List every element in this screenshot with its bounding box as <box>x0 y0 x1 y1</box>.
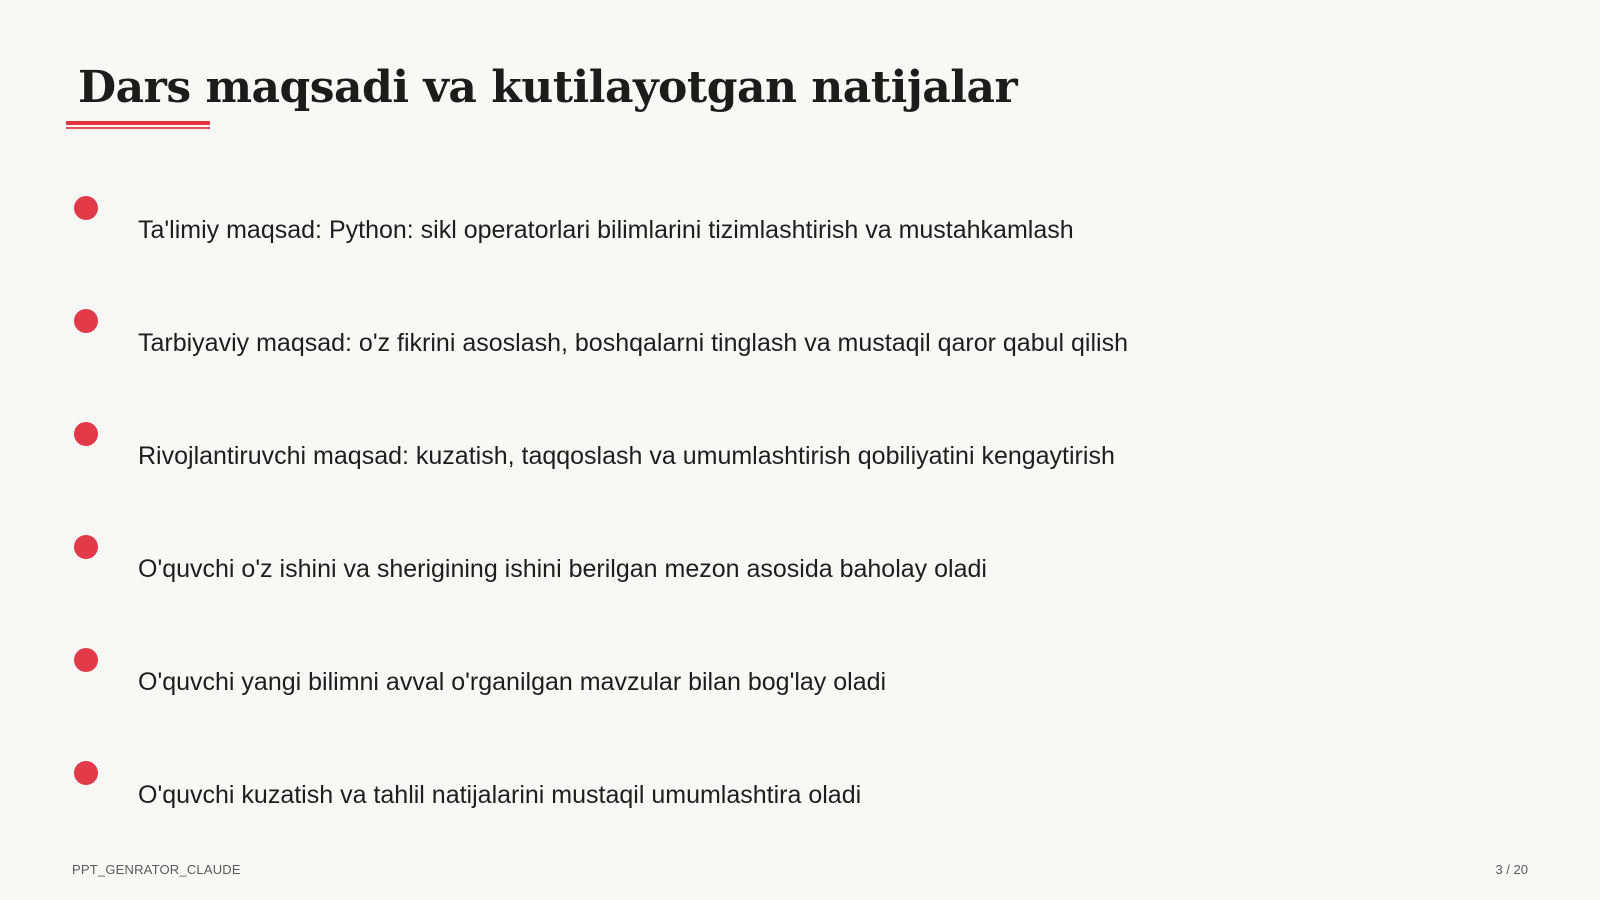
bullet-text: Rivojlantiruvchi maqsad: kuzatish, taqqoslash va umumlashtirish qobiliyatini kengaytirish <box>138 442 1115 470</box>
bullet-text: O'quvchi yangi bilimni avval o'rganilgan mavzular bilan bog'lay oladi <box>138 668 887 696</box>
bullet-text: Ta'limiy maqsad: Python: sikl operatorlari bilimlarini tizimlashtirish va mustahkamlash <box>138 216 1074 244</box>
bullet-dot-icon <box>74 761 98 785</box>
bullet-item <box>0 422 1600 502</box>
bullet-item <box>0 196 1600 276</box>
bullet-text: O'quvchi o'z ishini va sherigining ishini berilgan mezon asosida baholay oladi <box>138 555 987 583</box>
bullet-item <box>0 309 1600 389</box>
footer-source-label: PPT_GENRATOR_CLAUDE <box>72 862 241 877</box>
page-indicator: 3 / 20 <box>1495 862 1528 877</box>
bullet-dot-icon <box>74 309 98 333</box>
slide-title: Dars maqsadi va kutilayotgan natijalar <box>78 62 1018 113</box>
bullet-dot-icon <box>74 648 98 672</box>
bullet-dot-icon <box>74 422 98 446</box>
bullet-dot-icon <box>74 196 98 220</box>
bullet-item <box>0 648 1600 728</box>
bullet-text: O'quvchi kuzatish va tahlil natijalarini mustaqil umumlashtira oladi <box>138 781 862 809</box>
bullet-item <box>0 535 1600 615</box>
bullet-dot-icon <box>74 535 98 559</box>
bullet-item <box>0 761 1600 841</box>
bullet-text: Tarbiyaviy maqsad: o'z fikrini asoslash, boshqalarni tinglash va mustaqil qaror qabul qilish <box>138 329 1128 357</box>
